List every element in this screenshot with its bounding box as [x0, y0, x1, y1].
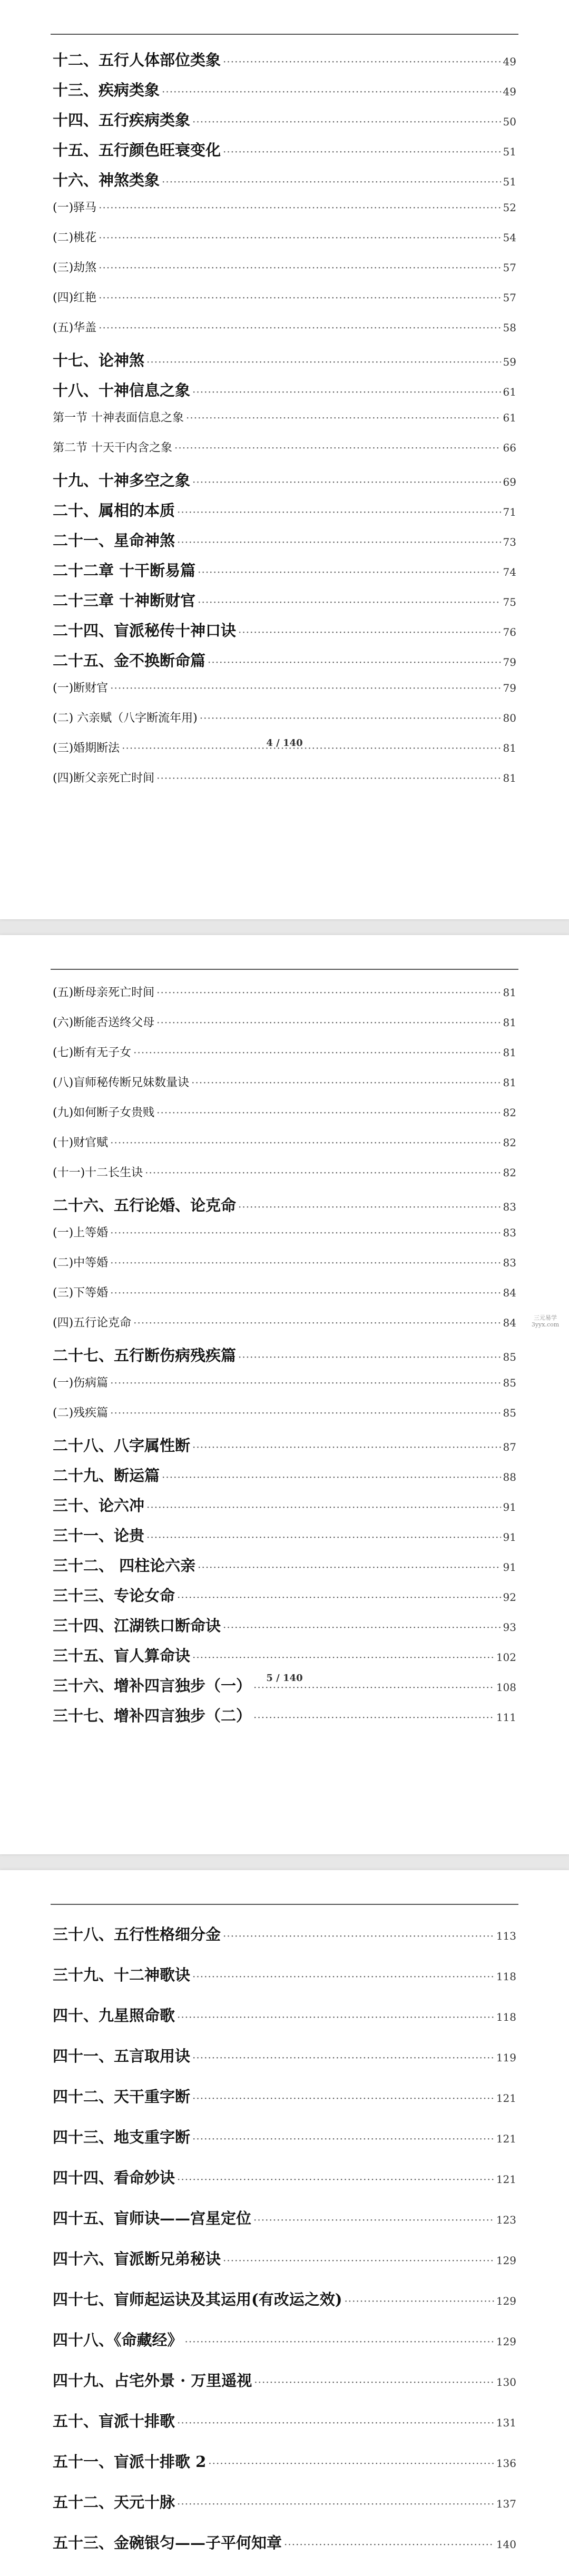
toc-leader-dots: [192, 115, 501, 128]
toc-entry-title: 三十五、盲人算命诀: [53, 1647, 191, 1665]
toc-entry-title: 三十二、 四柱论六亲: [53, 1557, 196, 1575]
toc-entry-page: 92: [503, 1591, 516, 1604]
toc-entry-title: 四十六、盲派断兄弟秘诀: [53, 2250, 221, 2268]
toc-entry-page: 49: [503, 55, 516, 68]
toc-entry-title: 十二、五行人体部位类象: [53, 51, 221, 69]
toc-entry-page: 82: [503, 1106, 516, 1119]
toc-entry-page: 84: [503, 1316, 516, 1329]
toc-entry-title: 三十六、增补四言独步（一）: [53, 1677, 252, 1695]
toc-entry-title: (四)五行论克命: [53, 1316, 132, 1330]
toc-entry: [53, 78, 516, 100]
toc-leader-dots: [156, 772, 501, 784]
toc-entry-page: 93: [503, 1621, 516, 1634]
toc-entry-page: 76: [503, 626, 516, 638]
toc-entry-page: 129: [496, 2295, 516, 2307]
toc-entry-title: (四)断父亲死亡时间: [53, 772, 155, 785]
toc-entry: [53, 1104, 516, 1120]
toc-entry: [53, 469, 516, 490]
toc-entry-title: 十三、疾病类象: [53, 81, 160, 99]
toc-entry: [53, 2450, 516, 2472]
toc-leader-dots: [146, 1531, 501, 1543]
toc-entry-page: 58: [503, 321, 516, 334]
toc-leader-dots: [99, 231, 501, 244]
toc-leader-dots: [223, 1621, 501, 1634]
toc-leader-dots: [198, 566, 501, 578]
toc-entry: [53, 259, 516, 275]
toc-entry: [53, 1584, 516, 1606]
toc-entry: [53, 2410, 516, 2431]
toc-entry-title: 二十六、五行论婚、论克命: [53, 1196, 237, 1214]
toc-entry-page: 73: [503, 536, 516, 548]
toc-entry-page: 118: [496, 2011, 516, 2023]
toc-leader-dots: [133, 1316, 501, 1329]
toc-entry-title: (四)红艳: [53, 291, 97, 304]
toc-entry-title: 三十八、五行性格细分金: [53, 1925, 221, 1943]
watermark-line-2: 3yyx.com: [531, 1321, 560, 1328]
toc-leader-dots: [223, 2254, 494, 2267]
toc-entry-page: 84: [503, 1286, 516, 1299]
toc-entry-title: 十四、五行疾病类象: [53, 111, 191, 129]
toc-entry-page: 91: [503, 1501, 516, 1513]
toc-entry: [53, 769, 516, 785]
toc-entry: [53, 2247, 516, 2269]
toc-entry-title: 二十四、盲派秘传十神口诀: [53, 622, 237, 640]
toc-entry-title: 三十四、江湖铁口断命诀: [53, 1617, 221, 1635]
toc-entry-title: 第二节 十天干内含之象: [53, 441, 172, 455]
toc-entry: [53, 109, 516, 130]
toc-leader-dots: [198, 596, 501, 608]
toc-entry-page: 81: [503, 1046, 516, 1059]
toc-entry-page: 91: [503, 1531, 516, 1543]
page-number: 5 / 140: [266, 1673, 303, 1684]
toc-leader-dots: [110, 682, 501, 694]
toc-entry: [53, 559, 516, 581]
toc-entry-page: 91: [503, 1561, 516, 1574]
toc-leader-dots: [145, 1166, 501, 1179]
toc-entry-title: 五十二、天元十脉: [53, 2493, 175, 2511]
toc-entry: [53, 319, 516, 335]
toc-entry-page: 69: [503, 476, 516, 488]
toc-leader-dots: [99, 261, 501, 274]
toc-leader-dots: [162, 1471, 501, 1483]
toc-entry-title: (十一)十二长生诀: [53, 1166, 143, 1179]
toc-leader-dots: [198, 1561, 501, 1574]
toc-entry-title: (一)驿马: [53, 201, 97, 214]
toc-leader-dots: [284, 2538, 494, 2551]
toc-entry-page: 75: [503, 596, 516, 608]
toc-leader-dots: [254, 2376, 494, 2388]
toc-entry: [53, 499, 516, 520]
toc-leader-dots: [99, 201, 501, 214]
toc-entry: [53, 1074, 516, 1090]
watermark: [527, 1314, 564, 1328]
toc-leader-dots: [253, 1711, 494, 1724]
toc-leader-dots: [146, 356, 501, 368]
header-rule: [51, 969, 518, 970]
toc-entry: [53, 2288, 516, 2309]
toc-entry-page: 81: [503, 1016, 516, 1029]
toc-entry: [53, 2166, 516, 2188]
toc-leader-dots: [110, 1377, 501, 1389]
toc-entry-page: 82: [503, 1136, 516, 1149]
toc-entry: [53, 589, 516, 611]
toc-entry-page: 85: [503, 1351, 516, 1363]
toc-entry-title: 四十三、地支重字断: [53, 2128, 191, 2146]
toc-leader-dots: [177, 2416, 494, 2429]
toc-entry-page: 130: [496, 2376, 516, 2388]
toc-entry-title: 十六、神煞类象: [53, 171, 160, 189]
toc-leader-dots: [110, 1226, 501, 1239]
toc-leader-dots: [200, 712, 501, 724]
toc-entry-title: 二十八、八字属性断: [53, 1437, 191, 1454]
toc-leader-dots: [186, 411, 501, 424]
toc-entry-page: 61: [503, 386, 516, 398]
toc-entry-page: 87: [503, 1441, 516, 1453]
document-page-5: [0, 935, 569, 1854]
toc-entry-page: 57: [503, 291, 516, 304]
toc-entry: [53, 1494, 516, 1516]
toc-entry: [53, 1344, 516, 1365]
toc-leader-dots: [177, 2173, 494, 2186]
toc-entry-page: 57: [503, 261, 516, 274]
toc-entry: [53, 1963, 516, 1985]
toc-entry: [53, 1614, 516, 1636]
toc-entry-page: 113: [496, 1930, 516, 1942]
toc-entry-page: 83: [503, 1226, 516, 1239]
toc-entry-page: 81: [503, 1076, 516, 1089]
toc-entry-title: 四十一、五言取用诀: [53, 2047, 191, 2065]
toc-entry: [53, 199, 516, 215]
toc-leader-dots: [177, 2011, 494, 2023]
toc-entry-page: 54: [503, 231, 516, 244]
toc-entry-title: 四十七、盲师起运诀及其运用(有改运之效): [53, 2290, 342, 2308]
header-rule: [51, 34, 518, 35]
toc-entry-page: 49: [503, 85, 516, 98]
toc-entry-page: 80: [503, 712, 516, 724]
toc-entry: [53, 289, 516, 305]
toc-entry-page: 81: [503, 772, 516, 784]
toc-entry: [53, 1314, 516, 1330]
toc-leader-dots: [192, 386, 501, 398]
toc-entry-title: (二)残疾篇: [53, 1407, 109, 1420]
toc-entry: [53, 2085, 516, 2107]
toc-entry-page: 52: [503, 201, 516, 214]
toc-entry: [53, 1404, 516, 1420]
toc-leader-dots: [156, 986, 501, 999]
toc-entry-page: 119: [496, 2051, 516, 2064]
toc-entry-title: 五十三、金碗银匀——子平何知章: [53, 2534, 282, 2552]
toc-entry-title: (一)断财官: [53, 682, 109, 695]
toc-entry-page: 66: [503, 441, 516, 454]
toc-entry-page: 85: [503, 1407, 516, 1419]
toc-entry: [53, 229, 516, 245]
toc-entry-title: 二十一、星命神煞: [53, 532, 175, 549]
toc-entry-page: 118: [496, 1970, 516, 1983]
toc-entry-title: 五十一、盲派十排歌 2: [53, 2453, 207, 2471]
toc-entry-title: 三十三、专论女命: [53, 1587, 175, 1605]
page-number: 4 / 140: [266, 738, 303, 749]
toc-leader-dots: [192, 1970, 494, 1983]
toc-leader-dots: [177, 536, 501, 548]
toc-entry-title: (一)伤病篇: [53, 1377, 109, 1390]
toc-entry: [53, 139, 516, 160]
toc-entry: [53, 1014, 516, 1030]
toc-leader-dots: [162, 175, 501, 188]
toc-entry-title: 十九、十神多空之象: [53, 471, 191, 489]
toc-leader-dots: [223, 55, 501, 68]
toc-entry: [53, 1134, 516, 1150]
toc-entry-page: 88: [503, 1471, 516, 1483]
document-page-6: [0, 1870, 569, 2576]
toc-entry-title: 四十二、天干重字断: [53, 2088, 191, 2106]
toc-entry-title: 二十三章 十神断财官: [53, 592, 196, 609]
toc-leader-dots: [192, 1441, 501, 1453]
toc-entry: [53, 1374, 516, 1390]
toc-entry: [53, 2004, 516, 2026]
toc-entry: [53, 1923, 516, 1944]
toc-entry-page: 83: [503, 1256, 516, 1269]
toc-entry-page: 71: [503, 506, 516, 518]
toc-entry-title: 三十九、十二神歌诀: [53, 1966, 191, 1984]
toc-entry-title: 二十七、五行断伤病残疾篇: [53, 1346, 237, 1364]
toc-entry-title: (五)华盖: [53, 321, 97, 335]
toc-entry-title: (二) 六亲赋（八字断流年用): [53, 712, 198, 725]
toc-entry-title: (二)中等婚: [53, 1256, 109, 1270]
toc-entry: [53, 48, 516, 70]
toc-leader-dots: [177, 1591, 501, 1604]
toc-entry-title: 二十二章 十干断易篇: [53, 562, 196, 579]
toc-entry: [53, 679, 516, 695]
toc-leader-dots: [177, 506, 501, 518]
toc-entry-page: 85: [503, 1377, 516, 1389]
toc-entry: [53, 349, 516, 370]
toc-leader-dots: [110, 1256, 501, 1269]
toc-entry-page: 83: [503, 1201, 516, 1213]
toc-leader-dots: [208, 656, 501, 668]
toc-entry: [53, 1284, 516, 1300]
toc-leader-dots: [223, 145, 501, 158]
toc-leader-dots: [192, 2051, 494, 2064]
toc-entry-title: (六)断能否送终父母: [53, 1016, 155, 1029]
toc-entry: [53, 1164, 516, 1180]
toc-leader-dots: [185, 2335, 494, 2348]
toc-entry: [53, 529, 516, 550]
toc-entry: [53, 1464, 516, 1486]
toc-entry-title: (八)盲师秘传断兄妹数量诀: [53, 1076, 190, 1089]
toc-entry-title: (九)如何断子女贵贱: [53, 1106, 155, 1119]
toc-entry-title: 十五、五行颜色旺衰变化: [53, 141, 221, 159]
toc-leader-dots: [174, 441, 501, 454]
toc-entry: [53, 1644, 516, 1666]
toc-entry: [53, 709, 516, 725]
toc-entry-page: 79: [503, 656, 516, 668]
toc-entry: [53, 379, 516, 400]
toc-leader-dots: [110, 1286, 501, 1299]
toc-leader-dots: [192, 2092, 494, 2105]
toc-leader-dots: [192, 1651, 494, 1664]
toc-leader-dots: [177, 2498, 494, 2510]
toc-entry-page: 50: [503, 115, 516, 128]
toc-entry-title: (三)婚期断法: [53, 742, 120, 755]
toc-entry-title: 四十四、看命妙诀: [53, 2169, 175, 2187]
toc-entry-page: 140: [496, 2538, 516, 2551]
toc-entry: [53, 409, 516, 425]
header-rule: [51, 1904, 518, 1905]
toc-leader-dots: [208, 2457, 494, 2470]
toc-entry: [53, 1044, 516, 1060]
toc-entry-title: 二十九、断运篇: [53, 1467, 160, 1484]
toc-entry: [53, 1224, 516, 1240]
toc-entry-title: 四十八、《命藏经》: [53, 2331, 183, 2349]
toc-leader-dots: [133, 1046, 501, 1059]
toc-leader-dots: [191, 1076, 501, 1089]
toc-entry-page: 81: [503, 986, 516, 999]
toc-entry-page: 121: [496, 2173, 516, 2186]
toc-entry-page: 74: [503, 566, 516, 578]
toc-leader-dots: [99, 321, 501, 334]
toc-entry-title: 第一节 十神表面信息之象: [53, 411, 184, 425]
toc-entry: [53, 169, 516, 190]
toc-entry: [53, 984, 516, 1000]
toc-entry-title: 三十、论六冲: [53, 1497, 145, 1515]
toc-entry-title: 四十、九星照命歌: [53, 2007, 175, 2024]
toc-entry-title: (三)劫煞: [53, 261, 97, 274]
toc-entry: [53, 2207, 516, 2228]
toc-entry-page: 59: [503, 356, 516, 368]
toc-entry-page: 81: [503, 742, 516, 754]
toc-entry: [53, 439, 516, 455]
toc-entry-title: (十)财官赋: [53, 1136, 109, 1149]
toc-entry-page: 51: [503, 175, 516, 188]
watermark-line-1: 三元易学: [534, 1314, 557, 1321]
toc-entry-title: 十八、十神信息之象: [53, 381, 191, 399]
toc-entry-title: (一)上等婚: [53, 1226, 109, 1240]
toc-entry-page: 136: [496, 2457, 516, 2470]
toc-entry-page: 131: [496, 2416, 516, 2429]
toc-entry: [53, 2328, 516, 2350]
toc-entry: [53, 619, 516, 641]
toc-entry-page: 51: [503, 145, 516, 158]
toc-leader-dots: [156, 1106, 501, 1119]
toc-entry: [53, 2126, 516, 2147]
toc-entry: [53, 1254, 516, 1270]
toc-entry: [53, 2491, 516, 2512]
toc-entry-title: 五十、盲派十排歌: [53, 2412, 175, 2430]
toc-entry-page: 129: [496, 2254, 516, 2267]
toc-entry-title: (五)断母亲死亡时间: [53, 986, 155, 999]
toc-leader-dots: [192, 476, 501, 488]
toc-entry-page: 79: [503, 682, 516, 694]
toc-entry-page: 111: [496, 1711, 516, 1724]
toc-entry-title: 四十五、盲师诀——宫星定位: [53, 2209, 252, 2227]
toc-leader-dots: [146, 1501, 501, 1513]
toc-entry-page: 129: [496, 2335, 516, 2348]
toc-entry-title: 四十九、占宅外景 · 万里遥视: [53, 2372, 252, 2390]
toc-entry: [53, 2369, 516, 2391]
toc-entry-page: 121: [496, 2092, 516, 2105]
toc-entry: [53, 1704, 516, 1726]
toc-entry: [53, 649, 516, 671]
toc-entry-title: (三)下等婚: [53, 1286, 109, 1300]
toc-entry-title: 二十五、金不换断命篇: [53, 652, 206, 670]
toc-leader-dots: [238, 1201, 501, 1213]
toc-entry-page: 102: [496, 1651, 516, 1664]
toc-entry: [53, 1554, 516, 1576]
toc-leader-dots: [156, 1016, 501, 1029]
toc-leader-dots: [238, 1351, 501, 1363]
toc-entry: [53, 1434, 516, 1456]
toc-leader-dots: [344, 2295, 494, 2307]
toc-entry: [53, 1524, 516, 1546]
toc-entry-title: 二十、属相的本质: [53, 502, 175, 519]
toc-leader-dots: [192, 2132, 494, 2145]
toc-entry: [53, 2044, 516, 2066]
toc-leader-dots: [253, 2214, 494, 2226]
toc-leader-dots: [223, 1930, 494, 1942]
toc-entry: [53, 2531, 516, 2553]
toc-entry-page: 121: [496, 2132, 516, 2145]
toc-entry: [53, 1194, 516, 1215]
toc-entry-title: 三十一、论贵: [53, 1527, 145, 1545]
toc-leader-dots: [99, 291, 501, 304]
toc-entry-page: 123: [496, 2214, 516, 2226]
toc-leader-dots: [162, 85, 501, 98]
toc-entry-page: 137: [496, 2498, 516, 2510]
toc-leader-dots: [110, 1136, 501, 1149]
document-page-4: [0, 0, 569, 919]
toc-leader-dots: [238, 626, 501, 638]
toc-entry-page: 61: [503, 411, 516, 424]
toc-leader-dots: [110, 1407, 501, 1419]
toc-entry-page: 108: [496, 1681, 516, 1694]
toc-entry-title: 三十七、增补四言独步（二）: [53, 1707, 252, 1725]
toc-entry-title: 十七、论神煞: [53, 351, 145, 369]
toc-entry-title: (七)断有无子女: [53, 1046, 132, 1059]
toc-entry-page: 82: [503, 1166, 516, 1179]
toc-entry-title: (二)桃花: [53, 231, 97, 244]
